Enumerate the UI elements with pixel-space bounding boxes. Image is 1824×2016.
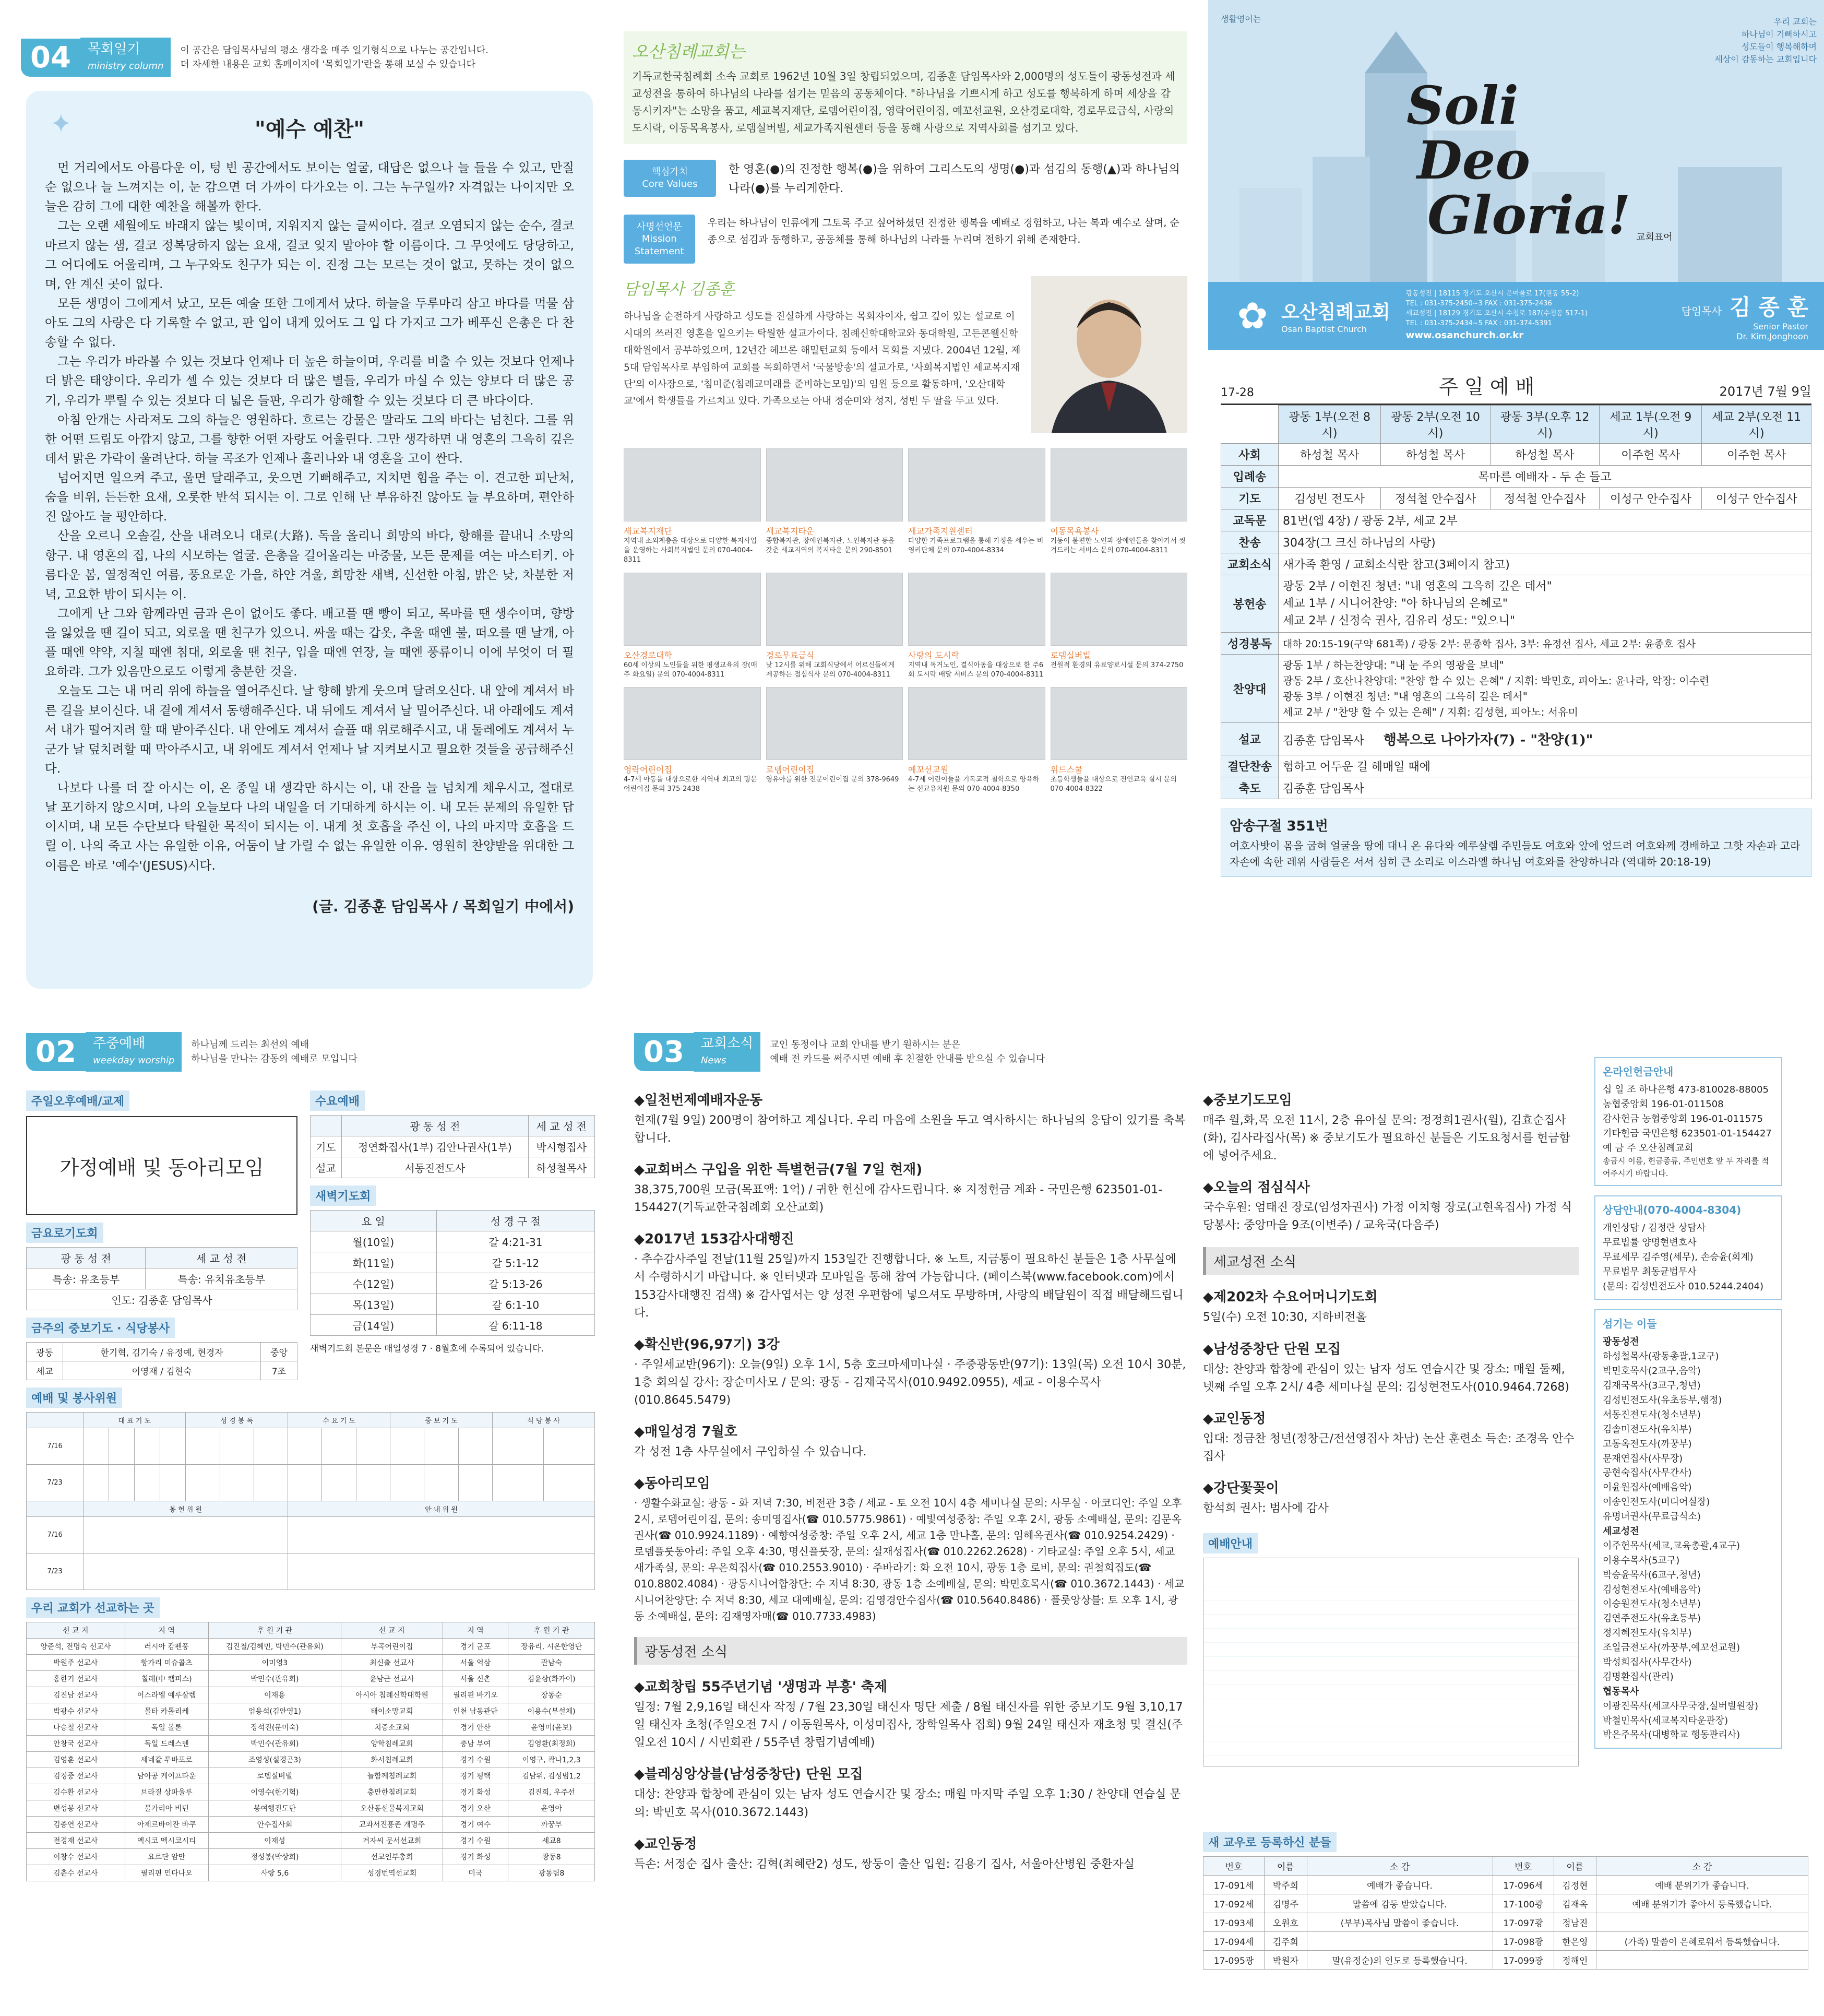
issue-number: 17-28 [1221,386,1254,399]
page-number: 04 [21,39,80,77]
news-heading: ◆블레싱앙상블(남성중창단) 단원 모집 [634,1766,863,1783]
table-row: 사회 하성철 목사 하성철 목사 하성철 목사 이주헌 목사 이주헌 목사 [1221,444,1811,466]
dawn-table: 요 일 성 경 구 절 월(10일) 갈 4:21-31 화(11일) 갈 5:1-12 수(12일) 갈 5:13-26 목(13일) 갈 6:1-10 금(14일) 갈 6:11-18 [310,1210,595,1336]
pastor-bio: 하나님을 순전하게 사랑하고 성도를 진실하게 사랑하는 목회자이자, 쉽고 깊이 있는 설교로 이 시대의 쓰러진 영혼을 일으키는 탁월한 설교가이다. 침례신학대학교와 동대학원, 고든콘웰신학대학원에서 공부하였으며, 12년간 헤브론 해밀턴교회 등에서 목회를 지냈다. 2004년 12월, 제5대 담임목사로 부임하여 교회를 목회하면서 '국물방송'의 설교가로, '사회복지법인 세교복지재단'의 이사장으로, '침미준(침례교미래를 준비하는모임)'의 임원 등으로 활동하며, '오산대학교'에서 학생들을 가르치고 있다. 가족으로는 아내 정순미와 성지, 성빈 두 딸을 두고 있다. [624,311,1021,407]
table-row: 김진남 선교사 이스라엘 예루살렘 이재용 아시아 침례신학대학원 필리핀 바기오 장동순 [27,1687,595,1703]
page-2-weekday-worship [0,1026,605,2016]
ministry-card: 로뎀어린이집 영유아를 위한 전문어린이집 문의 378-9649 [766,687,903,794]
news-heading: ◆교회창립 55주년기념 '생명과 부흥' 축제 [634,1679,888,1695]
wednesday-heading: 수요예배 [310,1090,365,1111]
news-text: 5일(수) 오전 10:30, 지하비전홀 [1203,1311,1367,1324]
section-description: 교인 동정이나 교회 안내를 받기 원하시는 분은 예배 전 카드를 써주시면 예배 후 친절한 안내를 받으실 수 있습니다 [770,1039,1045,1064]
worship-date: 2017년 7월 9일 [1719,384,1811,399]
worship-guide-table [1203,1558,1579,1766]
table-row: 김영훈 선교사 세네갈 투바포로 조영성(설경곤3) 화서침례교회 경기 수원 이영구, 곽나1,2,3 [27,1752,595,1768]
table-row: 17-093세 오원호 (부부)목사님 말씀이 좋습니다. 17-097광 정남진 [1203,1913,1808,1932]
dawn-note: 새벽기도회 본문은 매일성경 7 · 8월호에 수록되어 있습니다. [310,1344,544,1354]
table-row: 홍한기 선교사 칠레(中 캠퍼스) 박민수(관유회) 윤남근 선교사 서울 신촌 김윤삼(화카이) [27,1671,595,1687]
table-row: 성경봉독 대하 20:15-19(구약 681쪽) / 광동 2부: 문종학 집사, 3부: 유정선 집사, 세교 2부: 윤종호 집사 [1221,633,1811,655]
essay-paragraph: 나보다 나를 더 잘 아시는 이, 온 종일 내 생각만 하시는 이, 내 잔을 늘 넘치게 채우시고, 절대로 날 포기하지 않으시며, 나의 오늘보다 나의 내일을 더 기대하게 하시는 이. 내 모든 문제의 유일한 답이시며, 내 모든 수단보다 탁월한 목적이 되시는 이. 내게 첫 호흡을 주신 이, 나의 마지막 호흡을 드릴 이. 나의 죽고 사는 유일한 이유, 어둠이 날 가릴 수 없는 유일한 이유. 영원히 찬양받을 위대한 그 이름은 바로 '예수'(JESUS)시다. [45,780,574,873]
wednesday-table: 광 동 성 전 세 교 성 전 기도 정연화집사(1부) 김안나권사(1부) 박시형집사 설교 서동진전도사 하성철목사 [310,1115,595,1178]
table-row: 17-091세 박주희 예배가 좋습니다. 17-096세 김정현 예배 분위기가 좋습니다. [1203,1876,1808,1894]
church-info-bar [1208,282,1824,350]
new-members-block [1203,1824,1808,1970]
page-3-news [613,1026,1824,2016]
mission-text: 우리는 하나님이 인류에게 그토록 주고 싶어하셨던 진정한 행복을 예배로 경험하고, 나는 복과 예수로 살며, 순종으로 섬김과 동행하고, 공동체를 통해 하나님의 나라를 누리며 전하기 위해 존재한다. [707,217,1179,246]
church-logo-icon: ✿ [1237,294,1268,337]
page-2-header [26,1026,595,1078]
sunday-heading: 주일오후예배/교제 [26,1090,129,1111]
memory-verse-text: 여호사밧이 몸을 굽혀 얼굴을 땅에 대니 온 유다와 예루살렘 주민들도 여호와 앞에 엎드려 여호와께 경배하고 그핫 자손과 고라 자손에 속한 레위 사람들은 서서 심히 큰 소리로 이스라엘 하나님 여호와를 찬양하니라 (역대하 20:18-19) [1230,839,1801,868]
angel-icon: ✦ [50,109,72,139]
memory-verse-title: 암송구절 351번 [1230,819,1328,834]
essay-paragraph: 그는 우리가 바라볼 수 있는 것보다 언제나 더 높은 하늘이며, 우리를 비출 수 있는 것보다 언제나 더 밝은 태양이다. 우리가 셀 수 있는 것보다 더 많은 별들, 우리가 마실 수 있는 양보다 더 많은 공기, 우리가 뿌릴 수 있는 것보다 더 넓은 들판, 우리가 항해할 수 있는 것보다 더 큰 바다이다. [45,354,574,408]
essay-paragraph: 아침 안개는 사라져도 그의 하늘은 영원하다. 흐르는 강물은 말라도 그의 바다는 넘친다. 그를 위한 어떤 드림도 아깝지 않고, 그를 향한 어떤 자랑도 어울린다. 그만 생각하면 내 영혼의 그윽히 깊은데서 맑은 가락이 울려난다. 하늘 곡조가 언제나 흘러나와 내 영혼을 고이 싼다. [45,412,574,466]
staff-box: 섬기는 이들 광동성전 하성철목사(광동총괄,1교구) 박민호목사(2교구,음악) 김재국목사(3교구,청년) 김성빈전도사(유초등부,행정) 서동진전도사(청소년부) 김솔미전도사(유치부) 고동옥전도사(까꿍부) 문재연집사(사무장) 공현숙집사(사무간사) 이윤원집사(예배음악) 이송인전도사(미디어실장) 유명녀권사(무료급식소) 세교성전 이주헌목사(세교,교육총괄,4교구) 이용수목사(5교구) 박승윤목사(6교구,청년) 김성현전도사(예배음악) 이승원전도사(청소년부) 김연주전도사(유초등부) 정지혜전도사(유치부) 조일금전도사(까꿍부,예꼬선교원) 박성희집사(사무간사) 김명환집사(관리) 협동목사 이광진목사(세교사무국장,실버빌원장) 박철민목사(세교복지타운관장) 박은주목사(대병학교 행동관리사) [1594,1309,1782,1749]
table-row: 박광수 선교사 몰타 카톨리케 엄용석(김안영1) 태이소망교회 인천 남동관단 이용수(부설체) [27,1703,595,1719]
news-heading: ◆중보기도모임 [1203,1093,1292,1108]
intro-title: 오산침례교회는 [632,42,745,62]
news-side-column [1594,1057,1782,1873]
news-text: · 추수감사주일 전날(11월 25일)까지 153일간 진행합니다. ※ 노트, 지금통이 필요하신 분들은 1층 사무실에서 수령하시기 바랍니다. ※ 인터넷과 모바일을 통해 참여 가능합니다. (페이스북(www.facebook.com)에서 153감사대행진 검색) ※ 감사엽서는 양 성전 우편함에 넣으셔도 무방하며, 사랑의 배달원이 직접 배달해드립니다. [634,1253,1184,1320]
cover-motto: Soli Deo Gloria! [1406,75,1631,246]
worship-guide-heading: 예배안내 [1203,1533,1258,1553]
news-heading: ◆교회버스 구입을 위한 특별헌금(7월 7일 현재) [634,1162,923,1178]
news-text: 일정: 7월 2,9,16일 태신자 작정 / 7월 23,30일 태신자 명단 제출 / 8월 태신자를 위한 중보기도 9월 3,10,17일 태신자 초청(주일오전 7시 / 이동원목사, 이성미집사, 장학일목사 집회) 9월 24일 태신자 재초청 및 결신(주일오전 10시 / 시민회관 / 55주년 창립기념예배) [634,1701,1183,1750]
ministry-card: 예꼬선교원 4-7세 어린이들을 기독교적 철학으로 양육하는 선교유치원 문의 070-4004-8350 [908,687,1045,794]
table-row: 양준석, 전명숙 선교사 러시아 캄펜풍 김진철/김혜민, 박민수(관유회) 부곡어린이집 경기 군포 장유리, 시온한영단 [27,1639,595,1655]
ministry-card: 위드스쿨 초등학생들을 대상으로 전인교육 실시 문의 070-4004-8322 [1051,687,1188,794]
gwangdong-news-bar: 광동성전 소식 [634,1637,1187,1665]
service-heading: 예배 및 봉사위원 [26,1388,122,1408]
table-row: 봉헌송 광동 2부 / 이현진 청년: "내 영혼의 그윽히 깊은 데서" 세교 1부 / 시니어찬양: "아 하나님의 은혜로" 세교 2부 / 신정숙 권사, 김유리 성도: "있으니" [1221,575,1811,633]
news-text: · 생활수화교실: 광동 - 화 저녁 7:30, 비전관 3층 / 세교 - 토 오전 10시 4층 세미나실 문의: 사무실 · 아코디언: 주일 오후 2시, 로뎀어린이집, 문의: 송미영집사(☎ 010.5775.9861) · 예빛여성중창: 주일 오후 2시, 광동 소예배실, 문의: 김문옥권사(☎ 010.9924.1189) · 예향여성중창: 주일 오후 2시, 세교 1층 만나홀, 문의: 임혜옥권사(☎ 010.9254.2429) · 로뎀플룻동아리: 주일 오후 4:30, 명신플룻장, 문의: 설재성집사(☎ 010.2262.2628) · 기타교실: 주일 오후 5시, 세교 새가족실, 문의: 우은희집사(☎ 010.2553.9010) · 주바라기: 화 오전 10시, 광동 1층 로비, 문의: 권철희집도(☎ 010.8802.4084) · 광동시니어합창단: 수 저녁 8:30, 광동 1층 소예배실, 문의: 박민호목사(☎ 010.3672.1443) · 세교시니어찬양단: 수 저녁 8:30, 세교 대예배실, 문의: 김영경안수집사(☎ 010.5640.8486) · 플룻앙상블: 토 오후 1시, 광동 소예배실, 문의: 김재영자매(☎ 010.7733.4983) [634,1497,1185,1623]
worship-order-table [1221,405,1811,799]
memory-verse [1221,809,1811,877]
table-row: 결단찬송 험하고 어두운 길 헤매일 때에 [1221,755,1811,777]
segyo-news-bar: 세교성전 소식 [1203,1247,1579,1275]
table-row: 찬송 304장(그 크신 하나님의 사랑) [1221,531,1811,553]
online-offering-box: 온라인헌금안내 십 일 조 하나은행 473-810028-88005 농협중앙회 196-01-011508 감사헌금 농협중앙회 196-01-011575 기타헌금 국민은행 623501-01-154427 예 금 주 오산침례교회 송금시 이름, 헌금종류, 주민번호 앞 두 자리를 적어주시기 바랍니다. [1594,1057,1782,1186]
table-row: 17-095광 박원자 말(유정순)의 인도로 등록했습니다. 17-099광 정해인 [1203,1951,1808,1970]
news-heading: ◆일천번제예배자운동 [634,1093,763,1108]
table-row: 김경중 선교사 남아공 케이프타운 로뎀실버빌 늘함께침례교회 경기 평택 김남위, 김성범1,2 [27,1768,595,1784]
essay-title: "예수 예찬" [254,117,365,141]
ministry-card: 영락어린이집 4-7세 아동을 대상으로한 지역내 최고의 명문 어린이집 문의 375-2438 [624,687,761,794]
news-text: 38,375,700원 모금(목표액: 1억) / 귀한 헌신에 감사드립니다. ※ 지정헌금 계좌 - 국민은행 623501-01-154427(기독교한국침례회 오산교회) [634,1183,1163,1215]
table-row: 17-092세 김명주 말씀에 감동 받았습니다. 17-100광 김재옥 예배 분위기가 좋아서 등록했습니다. [1203,1894,1808,1913]
news-heading: ◆확신반(96,97기) 3강 [634,1336,780,1353]
table-row: 이창수 선교사 요르단 암만 정성봉(박상희) 선교인부총회 경기 화성 광동8 [27,1849,595,1865]
service-table: 대 표 기 도 성 경 봉 독 수 요 기 도 중 보 기 도 식 당 봉 사 7/16 7/23 봉 헌 위 원 안 내 위 원 7/16 7/23 [26,1412,595,1590]
cover-small-title: 생활영어는 [1221,14,1261,24]
news-text: 국수후원: 엄태진 장로(임성자권사) 가정 이치형 장로(고현옥집사) 가정 식당봉사: 중앙마을 9조(이변주) / 교육국(다음주) [1203,1201,1572,1232]
core-values-text: 한 영혼(●)의 진정한 행복(●)을 위하여 그리스도의 생명(●)과 섬김의 동행(▲)과 하나님의 나라(●)를 누리게한다. [728,163,1180,196]
counsel-box: 상담안내(070-4004-8304) 개인상담 / 김정란 상담사 무료법률 양명현변호사 무료세무 김주영(세무), 손승윤(회계) 무료법무 최동균법무사 (문의: 김성빈전도사 010.5244.2404) [1594,1195,1782,1300]
essay-paragraph: 먼 거리에서도 아름다운 이, 텅 빈 공간에서도 보이는 얼굴, 대답은 없으나 늘 들을 수 있고, 만질 순 없으나 늘 느껴지는 이, 눈 감으면 더 가까이 다가오는 이. 그는 누구일까? 자격없는 나이지만 오늘은 감히 그에 대한 예찬을 해볼까 한다. [45,160,574,214]
cover-motto-subtitle: 교회표어 [1636,232,1673,243]
essay-paragraph: 그는 오랜 세월에도 바래지 않는 빛이며, 지워지지 않는 글씨이다. 결코 오염되지 않는 순수, 결코 마르지 않는 샘, 결코 정복당하지 않는 요새, 결코 잊지 말아야 할 이름이다. 그 무엇에도 당당하고, 그 어디에도 어울리며, 그 누구와도 친구가 되는 이. 진정 그는 모르는 것이 없고, 못하는 것이 없으며, 안 계신 곳이 없다. [45,218,574,291]
news-text: 득손: 서정순 집사 출산: 김혁(최혜란2) 성도, 쌍둥이 출산 입원: 김용기 집사, 서울아산병원 중환자실 [634,1857,1135,1871]
new-members-table: 번호 이름 소 감 번호 이름 소 감 17-091세 박주희 예배가 좋습니다. 17-096세 김정현 예배 분위기가 좋습니다. 17-092세 김명주 말씀에 감동 받았습니다. 17-100광 김재옥 예배 분위기가 좋아서 등록했습니다. 17-093세 오원호 (부부)목사님 말씀이 좋습니다. 17-097광 정남진 17-094세 김주희 17-098광 한은영 (가족) 말씀이 은혜로워서 등록했습니다. 17-095광 박원자 말(유정순)의 인도로 등록했습니다. 17-099광 정해인 [1203,1856,1808,1970]
friday-heading: 금요로기도회 [26,1223,103,1243]
page-4-header [21,31,605,84]
news-heading: ◆매일성경 7월호 [634,1424,737,1440]
table-row: 박원주 선교사 항가리 미슈콜츠 이미영3 최신출 선교사 서울 억삼 관남숙 [27,1655,595,1671]
table-row: 교회소식 새가족 환영 / 교회소식란 참고(3페이지 참고) [1221,553,1811,575]
news-text: 입대: 정금찬 청년(정창근/전선영집사 차남) 논산 훈련소 득손: 조경옥 안수집사 [1203,1432,1575,1463]
essay-body [45,158,574,875]
section-title: 목회일기 ministry column [80,38,171,77]
table-row: 광동 1부(오전 8시) 광동 2부(오전 10시) 광동 3부(오후 12시) 세교 1부(오전 9시) 세교 2부(오전 11시) [1221,406,1811,444]
table-row: 안창국 선교사 독일 드레스덴 박민수(관유회) 양학침례교회 충남 부여 김영환(최정희) [27,1736,595,1752]
news-text: 대상: 찬양과 합창에 관심이 있는 남자 성도 연습시간 및 장소: 매월 둘째, 넷째 주일 오후 2시/ 4층 세미나실 문의: 김성현전도사(010.9464.7268) [1203,1362,1569,1394]
news-text: 현재(7월 9일) 200명이 참여하고 계십니다. 우리 마음에 소원을 두고 역사하시는 하나님의 응답이 있기를 축복합니다. [634,1114,1186,1145]
mission-row [624,215,1187,264]
page-number: 03 [634,1033,694,1071]
news-heading: ◆오늘의 점심식사 [1203,1180,1310,1196]
news-middle-column [1203,1078,1579,1873]
page-4-ministry-column [0,0,605,1007]
table-row: 축도 김종훈 담임목사 [1221,777,1811,799]
news-left-column [634,1078,1187,1873]
ministry-card: 이동목욕봉사 거동이 불편한 노인과 장애인들을 찾아가서 씻겨드리는 서비스 문의 070-4004-8311 [1051,448,1188,565]
table-row: 전경재 선교사 멕시코 멕시코시티 이재성 겨자씨 문서선교회 경기 수원 세교8 [27,1833,595,1849]
church-name: 오산침례교회 [1281,302,1390,323]
cover-banner [1208,0,1824,350]
news-text: 함석희 권사: 범사에 감사 [1203,1501,1329,1515]
table-row: 나승철 선교사 독일 볼론 장석진(문미숙) 치증소교회 경기 안산 윤영미(윤보) [27,1719,595,1736]
intro-text: 기독교한국침례회 소속 교회로 1962년 10월 3일 창립되었으며, 김종훈 담임목사와 2,000명의 성도들이 광동성전과 세교성전을 통하여 하나님의 나라를 섬기는 믿음의 공동체이다. "하나님을 기쁘시게 하고 성도를 행복하게 하며 세상을 감동시키자"는 소망을 품고, 세교복지재단, 로뎀어린이집, 영락어린이집, 예꼬선교원, 오산경로대학, 경로무료급식, 사랑의도시락, 이동목욕봉사, 로뎀실버빌, 세교가족지원센터 등을 통해 사랑으로 지역사회를 섬기고 있다. [632,70,1175,134]
ministry-card: 경로무료급식 낮 12시를 위해 교회식당에서 어르신들에게 제공하는 점심식사 문의 070-4004-8311 [766,573,903,680]
page-number: 02 [26,1033,86,1071]
ministry-grid [624,448,1187,794]
essay-paragraph: 산을 오르니 오솔길, 산을 내려오니 대로(大路). 독을 올리니 희망의 바다, 항해를 끝내니 소망의 항구. 내 영혼의 집, 나의 시모하는 얼굴. 은총을 길어올리는 마중물, 모든 문제를 여는 마스터키. 아름다운 봄, 열정적인 여름, 풍요로운 가을, 하얀 겨울, 희망찬 새벽, 신선한 아침, 밝은 낮, 차분한 저녁, 고요한 밤이 되시는 이. [45,528,574,601]
table-row: 찬양대 광동 1부 / 하는찬양대: "내 눈 주의 영광을 보네" 광동 2부 / 호산나찬양대: "찬양 할 수 있는 은혜" / 지휘: 박민호, 피아노: 윤나라, 악장: 이수련 광동 3부 / 이현진 청년: "내 영혼의 그윽히 깊은 데서" 세교 2부 / "찬양 할 수 있는 은혜" / 지휘: 김성현, 피아노: 서유미 [1221,655,1811,723]
dawn-heading: 새벽기도회 [310,1185,376,1206]
essay-paragraph: 오늘도 그는 내 머리 위에 하늘을 열어주신다. 날 향해 밝게 웃으며 달려오신다. 내 앞에 계셔서 바른 길을 보이신다. 내 곁에 계셔서 동행해주신다. 내 뒤에도 계셔서 날 밀어주신다. 내 아래에도 계셔서 내가 떨어지려 할 때 받아주신다. 내 안에도 계셔서 슬플 때 위로해주시고, 내 둘레에도 계셔서 누군가 날 덮치려할 때 막아주시고, 내 위에도 계셔서 언제나 날 지켜보시고 필요한 것들을 공급해주신다. [45,683,574,776]
ministry-card: 세교가족지원센터 다양한 가족프로그램을 통해 가정을 세우는 비영리단체 문의 070-4004-8334 [908,448,1045,565]
new-members-heading: 새 교우로 등록하신 분들 [1203,1832,1337,1852]
essay-paragraph: 모든 생명이 그에게서 났고, 모든 예술 또한 그에게서 났다. 하늘을 두루마리 삼고 바다를 먹물 삼아도 그의 사랑은 다 기록할 수 없고, 판 입이 내게 있어도 그 입 다 가지고 그가 베푸신 은총은 다 찬송할 수 없다. [45,295,574,350]
table-row: 변성봉 선교사 불가리아 비딘 봉여행진도단 오산동선물복지교회 경기 오산 윤영아 [27,1800,595,1817]
news-heading: ◆2017년 153감사대행진 [634,1231,794,1248]
news-heading: ◆동아리모임 [634,1476,710,1492]
table-row: 교독문 81번(엡 4장) / 광동 2부, 세교 2부 [1221,509,1811,531]
prayer-table: 광동 한기혁, 김기숙 / 유정예, 현경자 중앙 세교 이영재 / 김현숙 7조 [26,1342,297,1380]
ministry-card: 사랑의 도시락 지역내 독거노인, 결식아동을 대상으로 한 주6회 도시락 배달 서비스 문의 070-4004-8311 [908,573,1045,680]
table-row: 설교 김종훈 담임목사 행복으로 나아가자(7) - "찬양(1)" [1221,723,1811,755]
worship-order [1208,360,1824,877]
news-heading: ◆강단꽃꽂이 [1203,1480,1279,1496]
news-heading: ◆제202차 수요어머니기도회 [1203,1289,1378,1306]
news-heading: ◆교인동정 [1203,1410,1266,1427]
essay-signature: (글. 김종훈 담임목사 / 목회일기 中에서) [312,897,574,915]
church-addresses: 광동성전 | 18115 경기도 오산시 은여울로 17(원동 55-2) TEL : 031-375-2450~3 FAX : 031-375-2436 세교성전 | 18129 경기도 오산시 수청로 187(수청동 517-1) TEL : 031-375-2434~5 FAX : 031-374-5391 www.osanchurch.or.kr [1405,290,1588,341]
senior-pastor: 담임목사 김 종 훈 Senior Pastor Dr. Kim,Jonghoon [1681,294,1808,341]
news-text: 매주 월,화,목 오전 11시, 2층 유아실 문의: 정정희1권사(월), 김효순집사(화), 김사라집사(목) ※ 중보기도가 필요하신 분들은 기도요청서를 헌금함에 넣어주세요. [1203,1114,1570,1163]
table-row: 김수환 선교사 브라질 상파울루 이영수(한기혁) 충만한침례교회 경기 화성 김진희, 우주선 [27,1784,595,1800]
pastor-title: 담임목사 김종훈 [624,280,735,299]
mission-badge: 사명선언문 Mission Statement [624,215,695,264]
sunday-box: 가정예배 및 동아리모임 [26,1116,297,1215]
friday-table: 광 동 성 전 세 교 성 전 특송: 유초등부 특송: 유치유초등부 인도: 김종훈 담임목사 [26,1247,297,1310]
news-heading: ◆남성중창단 단원 모집 [1203,1341,1341,1357]
prayer-heading: 금주의 중보기도 · 식당봉사 [26,1318,175,1338]
table-row: 김춘수 선교사 필리핀 민다나오 사랑 5,6 성경번역선교회 미국 광동팀8 [27,1865,595,1881]
table-row: 기도 김성빈 전도사 정석철 안수집사 정석철 안수집사 이성구 안수집사 이성구 안수집사 [1221,488,1811,509]
core-values-row [624,160,1187,199]
ministry-card: 오산경로대학 60세 이상의 노인들을 위한 평생교육의 장(매주 화요일) 문의 070-4004-8311 [624,573,761,680]
section-title: 교회소식 News [694,1032,760,1072]
cover-page [1208,0,1824,1007]
pastor-photo [1031,276,1187,433]
section-title: 주중예배 weekday worship [86,1032,182,1072]
church-name-en: Osan Baptist Church [1281,324,1367,334]
essay-paragraph: 그에게 난 그와 함께라면 금과 은이 없어도 좋다. 배고플 땐 빵이 되고, 목마를 땐 생수이며, 향방을 잃었을 땐 길이 되고, 외로울 땐 친구가 있으니. 싸울 때는 갑옷, 추울 때엔 불, 떠오를 땐 날개, 아플 때엔 약약, 지칠 때엔 침대, 외로울 땐 친구, 입을 때엔 연장, 늘 때엔 풍류이니 이에 무엇이 더 필요하랴. 그가 있음만으로도 이렇게 충분한 것을. [45,606,574,679]
mission-heading: 우리 교회가 선교하는 곳 [26,1597,160,1618]
page-1-church-intro [613,0,1198,1007]
ministry-card: 세교복지타운 종합복지관, 장애인복지관, 노인복지관 등을 갖춘 세교지역의 복지타운 문의 290-8501 [766,448,903,565]
news-text: · 주일세교반(96기): 오늘(9일) 오후 1시, 5층 호크마세미나실 · 주중광동반(97기): 13일(목) 오전 10시 30분, 1층 회의실 강사: 장순미사모 / 문의: 광동 - 김재국목사(010.9492.0955), 세교 - 이용수목사(010.8645.5479) [634,1358,1186,1407]
pastor-block [624,276,1187,433]
section-description: 이 공간은 담임목사님의 평소 생각을 매주 일기형식으로 나누는 공간입니다. 더 자세한 내용은 교회 홈페이지에 '목회일기'란을 통해 보실 수 있습니다 [180,45,488,70]
cover-slogan: 우리 교회는 하나님이 기뻐하시고 성도들이 행복해하며 세상이 감동하는 교회입니다 [1714,17,1817,64]
news-heading: ◆교인동정 [634,1836,697,1852]
worship-title: 주 일 예 배 [1439,375,1535,398]
essay-box [26,91,593,989]
news-text: 대상: 찬양과 합창에 관심이 있는 남자 성도 연습시간 및 장소: 매월 마지막 주일 오후 1:30 / 찬양대 연습실 문의: 박민호 목사(010.3672.1443) [634,1788,1181,1819]
core-values-badge: 핵심가치 Core Values [624,160,716,197]
section-description: 하나님께 드리는 최선의 예배 하나님을 만나는 감동의 예배로 모입니다 [191,1039,357,1064]
news-text: 각 성전 1층 사무실에서 구입하실 수 있습니다. [634,1445,867,1459]
ministry-card: 세교복지재단 지역내 소외계층을 대상으로 다양한 복지사업을 운영하는 사회복지법인 문의 070-4004-8311 [624,448,761,565]
mission-table: 선 교 지 지 역 후 원 기 관 선 교 지 지 역 후 원 기 관 양준석, 전명숙 선교사 러시아 캄펜풍 김진철/김혜민, 박민수(관유회) 부곡어린이집 경기 군포 장유리, 시온한영단 박원주 선교사 항가리 미슈콜츠 이미영3 최신출 선교사 서울 억삼 관남숙 홍한기 선교사 칠레(中 캠퍼스) 박민수(관유회) 윤남근 선교사 서울 신촌 김윤삼(화카이) 김진남 선교사 이스라엘 예루살렘 이재용 아시아 침례신학대학원 필리핀 바기오 장동순 박광수 선교사 몰타 카톨리케 엄용석(김안영1) 태이소망교회 인천 남동관단 이용수(부설체) 나승철 선교사 독일 볼론 장석진(문미숙) 치증소교회 경기 안산 윤영미(윤보) 안창국 선교사 독일 드레스덴 박민수(관유회) 양학침례교회 충남 부여 김영환(최정희) 김영훈 선교사 세네갈 투바포로 조영성(설경곤3) 화서침례교회 경기 수원 이영구, 곽나1,2,3 김경중 선교사 남아공 케이프타운 로뎀실버빌 늘함께침례교회 경기 평택 김남위, 김성범1,2 김수환 선교사 브라질 상파울루 이영수(한기혁) 충만한침례교회 경기 화성 김진희, 우주선 변성봉 선교사 불가리아 비딘 봉여행진도단 오산동선물복지교회 경기 오산 윤영아 김종연 선교사 아제르바이잔 바쿠 안수집사회 교과서진흥존 개명주 경기 여수 까꿍부 전경재 선교사 멕시코 멕시코시티 이재성 겨자씨 문서선교회 경기 수원 세교8 이창수 선교사 요르단 암만 정성봉(박상희) 선교인부총회 경기 화성 광동8 김춘수 선교사 필리핀 민다나오 사랑 5,6 성경번역선교회 미국 광동팀8 [26,1622,595,1881]
table-row: 김종연 선교사 아제르바이잔 바쿠 안수집사회 교과서진흥존 개명주 경기 여수 까꿍부 [27,1817,595,1833]
essay-paragraph: 넘어지면 일으켜 주고, 울면 달래주고, 웃으면 기뻐해주고, 지치면 힘을 주는 이. 견고한 피난처, 숨을 비위, 든든한 요새, 오롯한 반석 되시는 이. 그로 인해 난 부유하진 않아도 늘 부요하며, 편안하진 않아도 늘 평안하다. [45,470,574,524]
intro-block [624,31,1187,144]
ministry-card: 로뎀실버빌 전원적 환경의 유료양로시설 문의 374-2750 [1051,573,1188,680]
table-row: 17-094세 김주희 17-098광 한은영 (가족) 말씀이 은혜로워서 등록했습니다. [1203,1932,1808,1951]
table-row: 입례송 목마른 예배자 - 두 손 들고 [1221,466,1811,488]
